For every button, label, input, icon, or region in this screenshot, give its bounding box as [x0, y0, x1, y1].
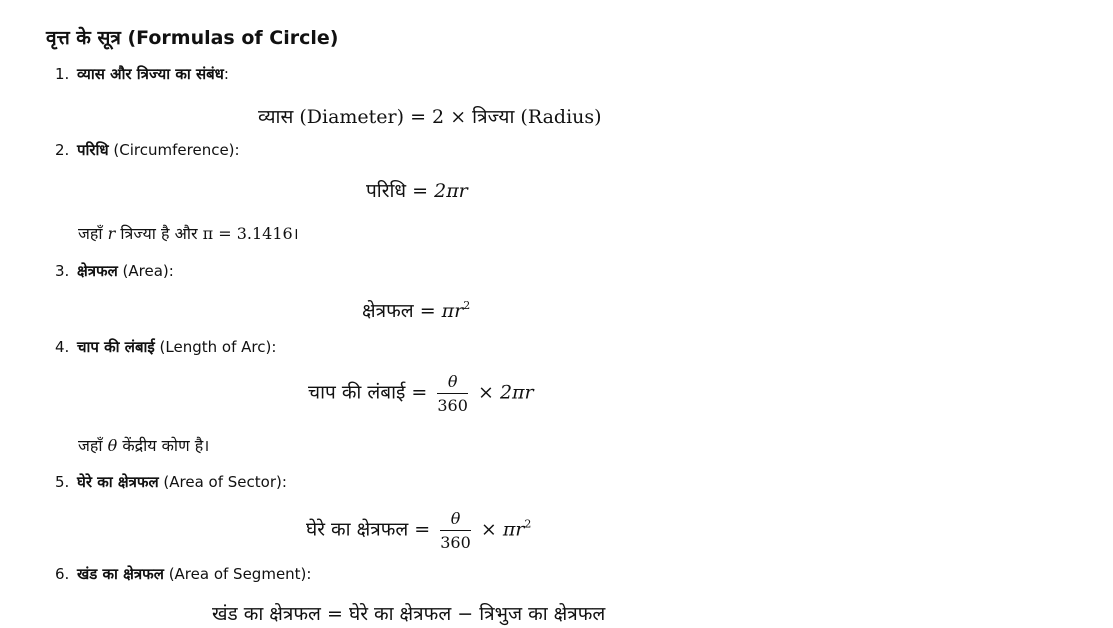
item-heading-suffix: (Area of Sector): [158, 473, 287, 491]
fraction-denominator: 360 [440, 533, 471, 552]
formula-term: πr [502, 518, 525, 541]
item-number: 6. [55, 565, 70, 583]
formula-sector-area [306, 509, 531, 552]
formula-term: (Diameter) [299, 106, 405, 128]
formula-term: व्यास [258, 106, 294, 128]
item-number: 5. [55, 473, 70, 491]
item-number: 4. [55, 338, 70, 356]
formula-circumference [366, 177, 468, 203]
list-item-1 [55, 64, 229, 84]
item-number: 3. [55, 262, 70, 280]
formula-term: 2πr [434, 180, 468, 202]
list-item-2 [55, 140, 240, 160]
note-text: त्रिज्या है और [120, 224, 198, 243]
formula-term: क्षेत्रफल [362, 300, 414, 322]
item-heading: खंड का क्षेत्रफल [77, 565, 164, 583]
formula-term: घेरे का क्षेत्रफल [306, 518, 409, 541]
minus-sign: − [457, 603, 474, 625]
equals-sign: = [414, 518, 431, 541]
note-text: केंद्रीय कोण है। [122, 436, 210, 455]
times-sign: × [450, 106, 467, 128]
item-heading: व्यास और त्रिज्या का संबंध [77, 65, 224, 83]
note-radius-pi [78, 222, 299, 244]
note-central-angle [78, 434, 209, 456]
formula-term: (Radius) [520, 106, 602, 128]
item-heading: चाप की लंबाई [77, 338, 155, 356]
formula-term: चाप की लंबाई [308, 381, 406, 404]
note-text: जहाँ [78, 224, 103, 243]
formula-term: त्रिज्या [472, 106, 515, 128]
fraction [440, 509, 471, 552]
equals-sign: = [419, 300, 436, 322]
list-item-3 [55, 261, 174, 281]
fraction [437, 372, 468, 415]
formula-segment-area [212, 600, 605, 626]
fraction-numerator: θ [440, 509, 471, 531]
note-symbol: θ [107, 436, 118, 455]
equals-sign: = [327, 603, 343, 625]
page-title: वृत्त के सूत्र (Formulas of Circle) [46, 27, 339, 49]
list-item-6 [55, 564, 311, 584]
formula-term: 2 [432, 106, 445, 128]
fraction-denominator: 360 [437, 396, 468, 415]
equals-sign: = [411, 381, 428, 404]
formula-area [362, 297, 470, 323]
note-symbol: r [107, 224, 116, 243]
times-sign: × [480, 518, 497, 541]
formula-term: परिधि [366, 180, 407, 202]
item-heading-suffix: : [223, 65, 229, 83]
equals-sign: = [410, 106, 426, 128]
item-heading-suffix: (Area of Segment): [163, 565, 312, 583]
item-heading-suffix: (Circumference): [108, 141, 240, 159]
formula-term: घेरे का क्षेत्रफल [348, 603, 452, 625]
exponent: 2 [524, 517, 532, 531]
list-item-4 [55, 337, 276, 357]
formula-diameter [258, 103, 602, 129]
item-heading-suffix: (Length of Arc): [154, 338, 277, 356]
fraction-numerator: θ [437, 372, 468, 394]
formula-arc-length [308, 372, 534, 415]
formula-term: खंड का क्षेत्रफल [212, 603, 321, 625]
item-number: 1. [55, 65, 70, 83]
list-item-5 [55, 472, 287, 492]
formula-term: πr [441, 300, 464, 322]
equals-sign: = [412, 180, 429, 202]
note-text: । [292, 224, 299, 243]
item-number: 2. [55, 141, 70, 159]
item-heading-suffix: (Area): [117, 262, 174, 280]
formula-term: त्रिभुज का क्षेत्रफल [479, 603, 606, 625]
exponent: 2 [463, 299, 471, 312]
item-heading: घेरे का क्षेत्रफल [77, 473, 159, 491]
item-heading: परिधि [77, 141, 109, 159]
times-sign: × [477, 381, 494, 404]
note-text: जहाँ [78, 436, 103, 455]
note-symbol: π = 3.1416 [202, 224, 293, 243]
formula-term: 2πr [499, 381, 534, 404]
item-heading: क्षेत्रफल [77, 262, 118, 280]
